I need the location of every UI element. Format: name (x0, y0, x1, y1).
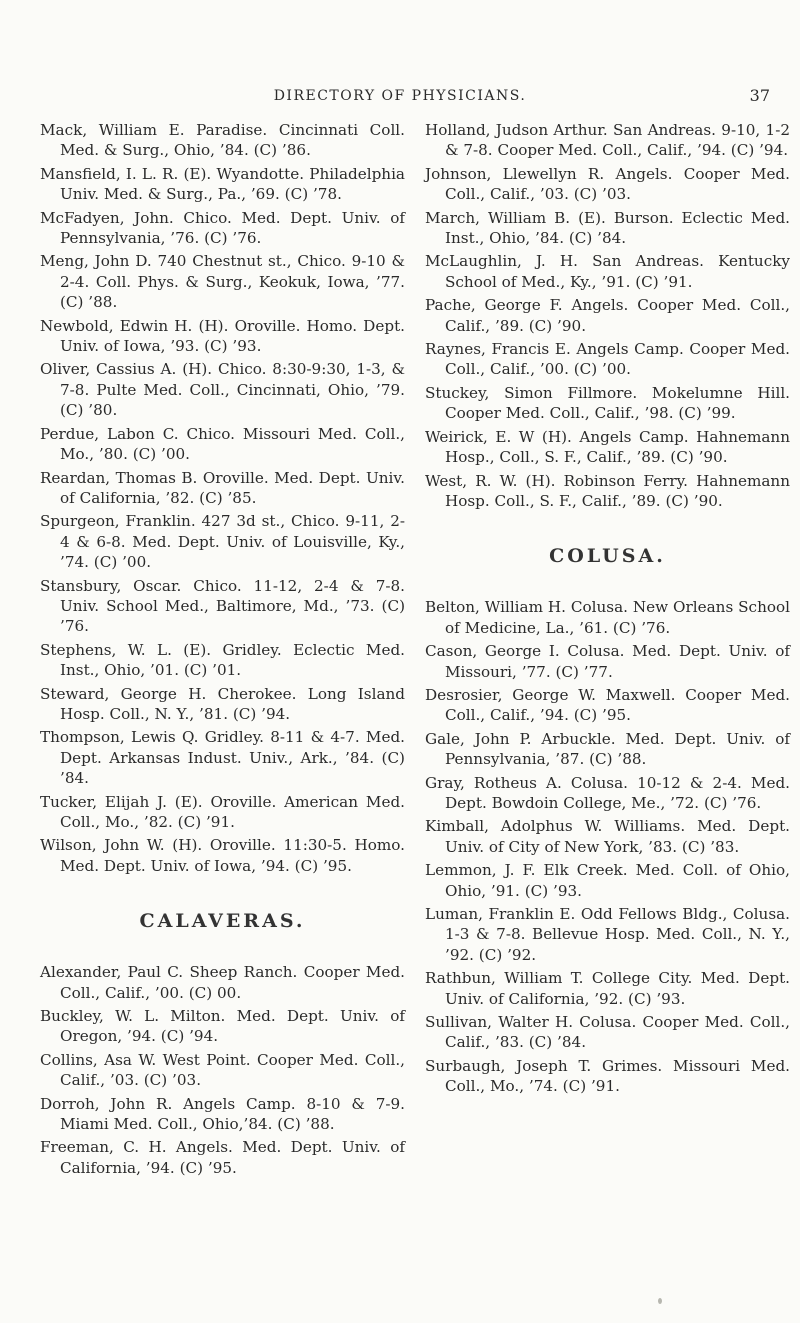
directory-entry: Cason, George I. Colusa. Med. Dept. Univ. of Missouri, ’77. (C) ’77. (425, 642, 790, 681)
directory-entry: Stephens, W. L. (E). Gridley. Eclectic Med. Inst., Ohio, ’01. (C) ’01. (40, 640, 405, 680)
directory-entry: McFadyen, John. Chico. Med. Dept. Univ. of Pennsylvania, ’76. (C) ’76. (40, 208, 405, 248)
ink-smudge (658, 1298, 662, 1304)
directory-entry: Weirick, E. W (H). Angels Camp. Hahnemann Hosp., Coll., S. F., Calif., ’89. (C) ’90. (425, 427, 790, 467)
right-entries-section (425, 597, 790, 1096)
directory-entry: Tucker, Elijah J. (E). Oroville. American Med. Coll., Mo., ’82. (C) ’91. (40, 792, 405, 831)
directory-entry: Spurgeon, Franklin. 427 3d st., Chico. 9-11, 2-4 & 6-8. Med. Dept. Univ. of Louisville, Ky., ’74. (C) ’00. (40, 512, 405, 572)
directory-entry: Alexander, Paul C. Sheep Ranch. Cooper Med. Coll., Calif., ’00. (C) 00. (40, 963, 405, 1002)
directory-entry: Surbaugh, Joseph T. Grimes. Missouri Med. Coll., Mo., ’74. (C) ’91. (425, 1056, 790, 1096)
page-number: 37 (749, 86, 770, 105)
directory-entry: Luman, Franklin E. Odd Fellows Bldg., Colusa. 1-3 & 7-8. Bellevue Hosp. Med. Coll., N. Y., ’92. (C) ’92. (425, 905, 790, 964)
section-heading-calaveras: CALAVERAS. (139, 910, 306, 933)
directory-entry: Mansfield, I. L. R. (E). Wyandotte. Philadelphia Univ. Med. & Surg., Pa., ’69. (C) ’78. (40, 164, 405, 204)
right-entries-top (425, 120, 790, 511)
directory-entry: Belton, William H. Colusa. New Orleans School of Medicine, La., ’61. (C) ’76. (425, 598, 790, 637)
directory-entry: McLaughlin, J. H. San Andreas. Kentucky School of Med., Ky., ’91. (C) ’91. (425, 252, 790, 291)
directory-entry: Wilson, John W. (H). Oroville. 11:30-5. Homo. Med. Dept. Univ. of Iowa, ’94. (C) ’95. (40, 836, 405, 875)
directory-entry: Sullivan, Walter H. Colusa. Cooper Med. Coll., Calif., ’83. (C) ’84. (425, 1013, 790, 1052)
directory-entry: Reardan, Thomas B. Oroville. Med. Dept. Univ. of California, ’82. (C) ’85. (40, 468, 405, 507)
directory-entry: Steward, George H. Cherokee. Long Island Hosp. Coll., N. Y., ’81. (C) ’94. (40, 684, 405, 723)
left-column (40, 120, 405, 1181)
directory-entry: Mack, William E. Paradise. Cincinnati Coll. Med. & Surg., Ohio, ’84. (C) ’86. (40, 121, 405, 160)
directory-entry: Buckley, W. L. Milton. Med. Dept. Univ. of Oregon, ’94. (C) ’94. (40, 1007, 405, 1046)
directory-entry: March, William B. (E). Burson. Eclectic Med. Inst., Ohio, ’84. (C) ’84. (425, 208, 790, 248)
directory-entry: Gale, John P. Arbuckle. Med. Dept. Univ. of Pennsylvania, ’87. (C) ’88. (425, 729, 790, 769)
directory-entry: Oliver, Cassius A. (H). Chico. 8:30-9:30, 1-3, & 7-8. Pulte Med. Coll., Cincinnati, Ohio, ’79. (C) ’80. (40, 360, 405, 420)
directory-entry: Kimball, Adolphus W. Williams. Med. Dept. Univ. of City of New York, ’83. (C) ’83. (425, 817, 790, 856)
page-header: DIRECTORY OF PHYSICIANS. (273, 88, 527, 104)
directory-entry: Dorroh, John R. Angels Camp. 8-10 & 7-9. Miami Med. Coll., Ohio,’84. (C) ’88. (40, 1094, 405, 1134)
directory-entry: Perdue, Labon C. Chico. Missouri Med. Coll., Mo., ’80. (C) ’00. (40, 424, 405, 464)
directory-entry: Stuckey, Simon Fillmore. Mokelumne Hill. Cooper Med. Coll., Calif., ’98. (C) ’99. (425, 383, 790, 423)
directory-entry: Collins, Asa W. West Point. Cooper Med. Coll., Calif., ’03. (C) ’03. (40, 1050, 405, 1090)
directory-entry: Pache, George F. Angels. Cooper Med. Coll., Calif., ’89. (C) ’90. (425, 296, 790, 335)
section-heading-colusa: COLUSA. (549, 545, 666, 568)
directory-entry: West, R. W. (H). Robinson Ferry. Hahnemann Hosp. Coll., S. F., Calif., ’89. (C) ’90. (425, 471, 790, 510)
left-entries-top (40, 120, 405, 876)
directory-entry: Lemmon, J. F. Elk Creek. Med. Coll. of Ohio, Ohio, ’91. (C) ’93. (425, 861, 790, 900)
directory-entry: Raynes, Francis E. Angels Camp. Cooper Med. Coll., Calif., ’00. (C) ’00. (425, 340, 790, 379)
directory-entry: Desrosier, George W. Maxwell. Cooper Med. Coll., Calif., ’94. (C) ’95. (425, 685, 790, 725)
directory-entry: Newbold, Edwin H. (H). Oroville. Homo. Dept. Univ. of Iowa, ’93. (C) ’93. (40, 316, 405, 356)
directory-entry: Stansbury, Oscar. Chico. 11-12, 2-4 & 7-8. Univ. School Med., Baltimore, Md., ’73. (C) ’76. (40, 576, 405, 636)
directory-entry: Holland, Judson Arthur. San Andreas. 9-10, 1-2 & 7-8. Cooper Med. Coll., Calif., ’94. (C) ’94. (425, 121, 790, 160)
directory-entry: Meng, John D. 740 Chestnut st., Chico. 9-10 & 2-4. Coll. Phys. & Surg., Keokuk, Iowa, ’77. (C) ’88. (40, 252, 405, 312)
directory-entry: Rathbun, William T. College City. Med. Dept. Univ. of California, ’92. (C) ’93. (425, 969, 790, 1008)
directory-entry: Johnson, Llewellyn R. Angels. Cooper Med. Coll., Calif., ’03. (C) ’03. (425, 164, 790, 204)
directory-entry: Thompson, Lewis Q. Gridley. 8-11 & 4-7. Med. Dept. Arkansas Indust. Univ., Ark., ’84. (C) ’84. (40, 728, 405, 788)
left-entries-section (40, 962, 405, 1178)
directory-entry: Freeman, C. H. Angels. Med. Dept. Univ. of California, ’94. (C) ’95. (40, 1138, 405, 1177)
right-column (425, 120, 790, 1100)
directory-entry: Gray, Rotheus A. Colusa. 10-12 & 2-4. Med. Dept. Bowdoin College, Me., ’72. (C) ’76. (425, 773, 790, 812)
